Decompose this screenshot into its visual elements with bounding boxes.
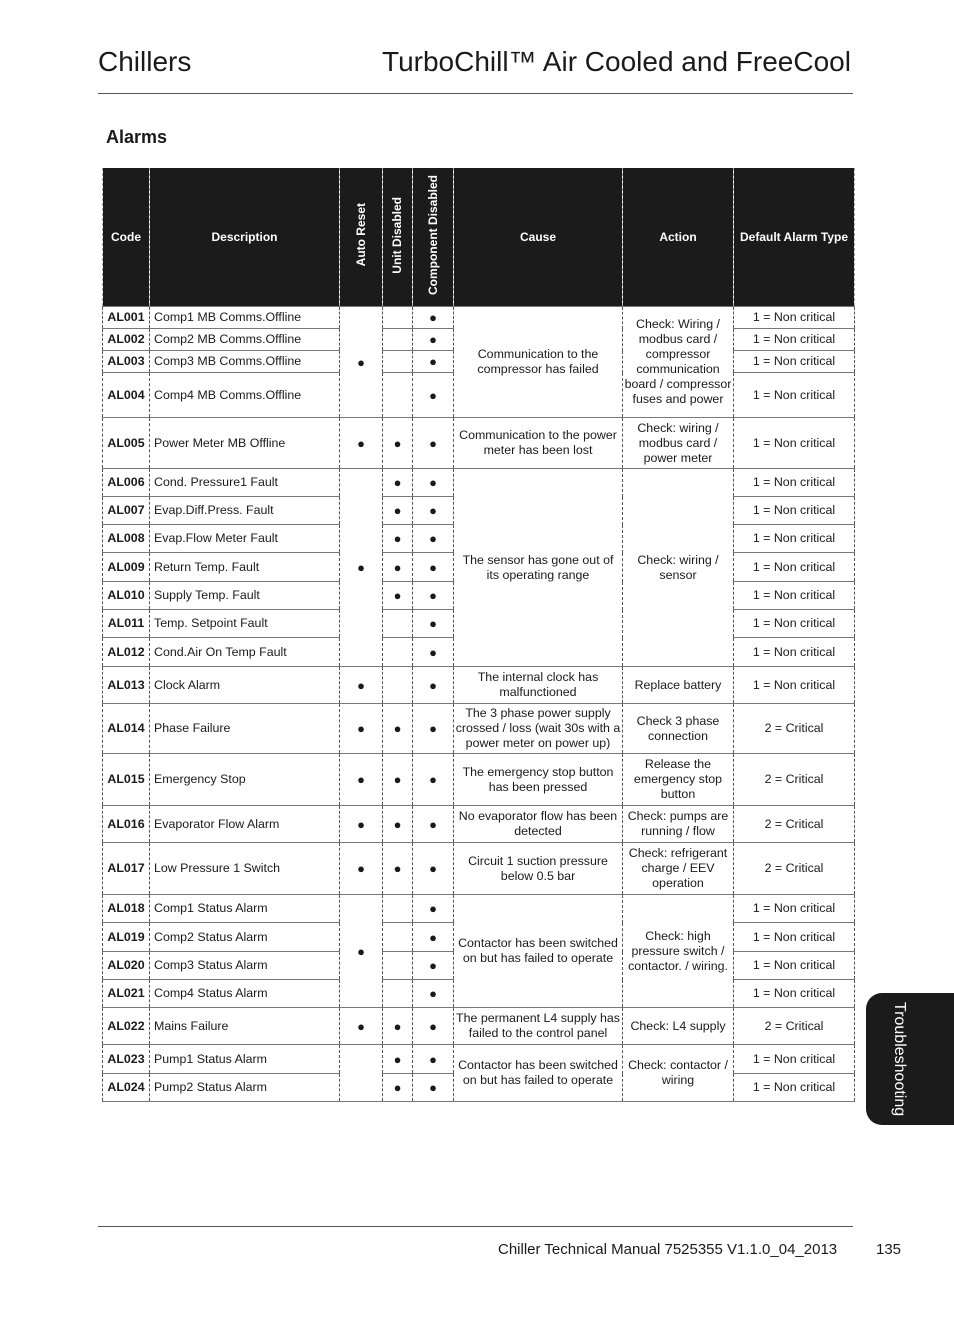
header-unit-disabled-label: Unit Disabled [390, 196, 404, 274]
component-disabled-mark: ● [413, 525, 454, 553]
header-left-title: Chillers [98, 46, 192, 77]
default-alarm-type: 1 = Non critical [734, 329, 855, 351]
unit-disabled-mark: ● [383, 754, 413, 806]
auto-reset-mark: ● [340, 754, 383, 806]
auto-reset-mark: ● [340, 307, 383, 418]
default-alarm-type: 1 = Non critical [734, 307, 855, 329]
component-disabled-mark: ● [413, 1008, 454, 1045]
alarm-action: Check: Wiring / modbus card / compressor communication board / compressor fuses and power [623, 307, 734, 418]
component-disabled-mark: ● [413, 952, 454, 980]
alarm-code: AL008 [103, 525, 150, 553]
alarm-cause: The emergency stop button has been pressed [454, 754, 623, 806]
header-rule [98, 93, 853, 94]
alarm-code: AL024 [103, 1074, 150, 1102]
section-title: Alarms [106, 127, 168, 147]
component-disabled-mark: ● [413, 329, 454, 351]
default-alarm-type: 1 = Non critical [734, 895, 855, 923]
alarm-description: Comp4 Status Alarm [150, 980, 340, 1008]
alarm-action: Check 3 phase connection [623, 704, 734, 754]
default-alarm-type: 2 = Critical [734, 754, 855, 806]
auto-reset-mark: ● [340, 1008, 383, 1045]
default-alarm-type: 1 = Non critical [734, 610, 855, 638]
component-disabled-mark: ● [413, 704, 454, 754]
alarm-description: Pump1 Status Alarm [150, 1045, 340, 1074]
alarm-description: Cond. Pressure1 Fault [150, 469, 340, 497]
header-description: Description [150, 168, 340, 307]
component-disabled-mark: ● [413, 923, 454, 952]
table-row [103, 704, 855, 754]
alarm-cause: The permanent L4 supply has failed to the control panel [454, 1008, 623, 1045]
unit-disabled-mark: ● [383, 525, 413, 553]
alarm-action: Check: high pressure switch / contactor. / wiring. [623, 895, 734, 1008]
unit-disabled-mark [383, 351, 413, 373]
alarm-description: Clock Alarm [150, 667, 340, 704]
auto-reset-mark: ● [340, 704, 383, 754]
alarm-cause: The internal clock has malfunctioned [454, 667, 623, 704]
unit-disabled-mark [383, 329, 413, 351]
component-disabled-mark: ● [413, 806, 454, 843]
table-row [103, 307, 855, 329]
default-alarm-type: 1 = Non critical [734, 469, 855, 497]
alarm-code: AL013 [103, 667, 150, 704]
table-row [103, 806, 855, 843]
alarm-code: AL005 [103, 418, 150, 469]
alarm-description: Evaporator Flow Alarm [150, 806, 340, 843]
component-disabled-mark: ● [413, 497, 454, 525]
unit-disabled-mark: ● [383, 806, 413, 843]
alarm-description: Temp. Setpoint Fault [150, 610, 340, 638]
alarm-code: AL002 [103, 329, 150, 351]
header-component-disabled [413, 168, 454, 307]
alarm-description: Mains Failure [150, 1008, 340, 1045]
alarm-cause: Contactor has been switched on but has failed to operate [454, 895, 623, 1008]
table-row [103, 754, 855, 806]
alarm-code: AL022 [103, 1008, 150, 1045]
default-alarm-type: 1 = Non critical [734, 667, 855, 704]
default-alarm-type: 2 = Critical [734, 1008, 855, 1045]
alarm-description: Phase Failure [150, 704, 340, 754]
unit-disabled-mark [383, 895, 413, 923]
unit-disabled-mark: ● [383, 1074, 413, 1102]
alarm-description: Pump2 Status Alarm [150, 1074, 340, 1102]
default-alarm-type: 1 = Non critical [734, 351, 855, 373]
component-disabled-mark: ● [413, 1045, 454, 1074]
alarm-description: Evap.Diff.Press. Fault [150, 497, 340, 525]
alarms-table [102, 168, 855, 1102]
footer-rule [98, 1226, 853, 1227]
alarm-description: Low Pressure 1 Switch [150, 843, 340, 895]
header-cause: Cause [454, 168, 623, 307]
alarm-rows [103, 307, 855, 1102]
unit-disabled-mark: ● [383, 418, 413, 469]
header-component-disabled-label: Component Disabled [425, 174, 440, 295]
alarm-cause: Contactor has been switched on but has failed to operate [454, 1045, 623, 1102]
alarm-action: Replace battery [623, 667, 734, 704]
unit-disabled-mark [383, 923, 413, 952]
unit-disabled-mark [383, 638, 413, 667]
alarm-code: AL012 [103, 638, 150, 667]
alarm-description: Comp3 Status Alarm [150, 952, 340, 980]
table-row [103, 895, 855, 923]
alarm-code: AL003 [103, 351, 150, 373]
alarm-description: Comp4 MB Comms.Offline [150, 373, 340, 418]
auto-reset-mark: ● [340, 418, 383, 469]
alarm-action: Release the emergency stop button [623, 754, 734, 806]
auto-reset-mark: ● [340, 667, 383, 704]
alarm-cause: Communication to the power meter has been lost [454, 418, 623, 469]
alarm-code: AL019 [103, 923, 150, 952]
unit-disabled-mark: ● [383, 1008, 413, 1045]
unit-disabled-mark: ● [383, 497, 413, 525]
component-disabled-mark: ● [413, 895, 454, 923]
alarm-description: Comp2 MB Comms.Offline [150, 329, 340, 351]
default-alarm-type: 1 = Non critical [734, 1045, 855, 1074]
alarm-action: Check: wiring / modbus card / power meter [623, 418, 734, 469]
unit-disabled-mark: ● [383, 553, 413, 582]
auto-reset-mark: ● [340, 895, 383, 1008]
alarm-code: AL021 [103, 980, 150, 1008]
alarm-code: AL015 [103, 754, 150, 806]
header-right-title: TurboChill™ Air Cooled and FreeCool [382, 46, 851, 77]
table-row [103, 469, 855, 497]
component-disabled-mark: ● [413, 373, 454, 418]
header-auto-reset [340, 168, 383, 307]
component-disabled-mark: ● [413, 754, 454, 806]
table-row [103, 1008, 855, 1045]
alarm-code: AL011 [103, 610, 150, 638]
component-disabled-mark: ● [413, 307, 454, 329]
default-alarm-type: 1 = Non critical [734, 980, 855, 1008]
default-alarm-type: 1 = Non critical [734, 497, 855, 525]
alarm-description: Comp1 MB Comms.Offline [150, 307, 340, 329]
table-header-row [103, 168, 855, 307]
alarm-code: AL018 [103, 895, 150, 923]
default-alarm-type: 2 = Critical [734, 806, 855, 843]
component-disabled-mark: ● [413, 469, 454, 497]
header-code: Code [103, 168, 150, 307]
default-alarm-type: 1 = Non critical [734, 952, 855, 980]
default-alarm-type: 2 = Critical [734, 704, 855, 754]
component-disabled-mark: ● [413, 351, 454, 373]
component-disabled-mark: ● [413, 1074, 454, 1102]
header-unit-disabled [383, 168, 413, 307]
alarm-action: Check: wiring / sensor [623, 469, 734, 667]
alarm-code: AL009 [103, 553, 150, 582]
header-default-alarm-type: Default Alarm Type [734, 168, 855, 307]
component-disabled-mark: ● [413, 582, 454, 610]
component-disabled-mark: ● [413, 638, 454, 667]
header-action: Action [623, 168, 734, 307]
alarm-action: Check: refrigerant charge / EEV operation [623, 843, 734, 895]
component-disabled-mark: ● [413, 980, 454, 1008]
footer-text: Chiller Technical Manual 7525355 V1.1.0_04_2013 [498, 1241, 838, 1258]
unit-disabled-mark [383, 373, 413, 418]
table-row [103, 667, 855, 704]
alarm-code: AL004 [103, 373, 150, 418]
alarm-description: Supply Temp. Fault [150, 582, 340, 610]
alarm-description: Power Meter MB Offline [150, 418, 340, 469]
alarm-cause: Circuit 1 suction pressure below 0.5 bar [454, 843, 623, 895]
default-alarm-type: 1 = Non critical [734, 553, 855, 582]
default-alarm-type: 1 = Non critical [734, 1074, 855, 1102]
alarm-code: AL006 [103, 469, 150, 497]
default-alarm-type: 1 = Non critical [734, 418, 855, 469]
alarm-action: Check: L4 supply [623, 1008, 734, 1045]
alarm-description: Cond.Air On Temp Fault [150, 638, 340, 667]
unit-disabled-mark [383, 307, 413, 329]
alarm-code: AL001 [103, 307, 150, 329]
alarm-cause: The sensor has gone out of its operating range [454, 469, 623, 667]
page-number: 135 [876, 1241, 902, 1258]
auto-reset-mark: ● [340, 806, 383, 843]
unit-disabled-mark [383, 952, 413, 980]
unit-disabled-mark: ● [383, 1045, 413, 1074]
table-row [103, 1045, 855, 1074]
alarm-code: AL007 [103, 497, 150, 525]
alarm-description: Evap.Flow Meter Fault [150, 525, 340, 553]
unit-disabled-mark: ● [383, 704, 413, 754]
alarm-code: AL014 [103, 704, 150, 754]
component-disabled-mark: ● [413, 418, 454, 469]
alarm-code: AL023 [103, 1045, 150, 1074]
alarm-cause: Communication to the compressor has failed [454, 307, 623, 418]
alarm-code: AL016 [103, 806, 150, 843]
component-disabled-mark: ● [413, 843, 454, 895]
component-disabled-mark: ● [413, 610, 454, 638]
side-tab-label: Troubleshooting [891, 1001, 908, 1117]
alarm-description: Comp2 Status Alarm [150, 923, 340, 952]
table-row [103, 843, 855, 895]
default-alarm-type: 2 = Critical [734, 843, 855, 895]
unit-disabled-mark: ● [383, 582, 413, 610]
alarm-code: AL010 [103, 582, 150, 610]
alarm-description: Return Temp. Fault [150, 553, 340, 582]
alarm-description: Emergency Stop [150, 754, 340, 806]
alarm-action: Check: pumps are running / flow [623, 806, 734, 843]
alarm-cause: The 3 phase power supply crossed / loss (wait 30s with a power meter on power up) [454, 704, 623, 754]
auto-reset-mark: ● [340, 469, 383, 667]
default-alarm-type: 1 = Non critical [734, 923, 855, 952]
auto-reset-mark: ● [340, 843, 383, 895]
alarm-code: AL020 [103, 952, 150, 980]
alarm-action: Check: contactor / wiring [623, 1045, 734, 1102]
default-alarm-type: 1 = Non critical [734, 525, 855, 553]
unit-disabled-mark [383, 610, 413, 638]
alarm-description: Comp1 Status Alarm [150, 895, 340, 923]
component-disabled-mark: ● [413, 553, 454, 582]
unit-disabled-mark [383, 980, 413, 1008]
alarm-code: AL017 [103, 843, 150, 895]
auto-reset-mark [340, 1045, 383, 1102]
default-alarm-type: 1 = Non critical [734, 638, 855, 667]
default-alarm-type: 1 = Non critical [734, 582, 855, 610]
alarm-description: Comp3 MB Comms.Offline [150, 351, 340, 373]
component-disabled-mark: ● [413, 667, 454, 704]
table-row [103, 418, 855, 469]
header-auto-reset-label: Auto Reset [353, 203, 368, 267]
default-alarm-type: 1 = Non critical [734, 373, 855, 418]
unit-disabled-mark: ● [383, 469, 413, 497]
alarm-cause: No evaporator flow has been detected [454, 806, 623, 843]
unit-disabled-mark [383, 667, 413, 704]
unit-disabled-mark: ● [383, 843, 413, 895]
